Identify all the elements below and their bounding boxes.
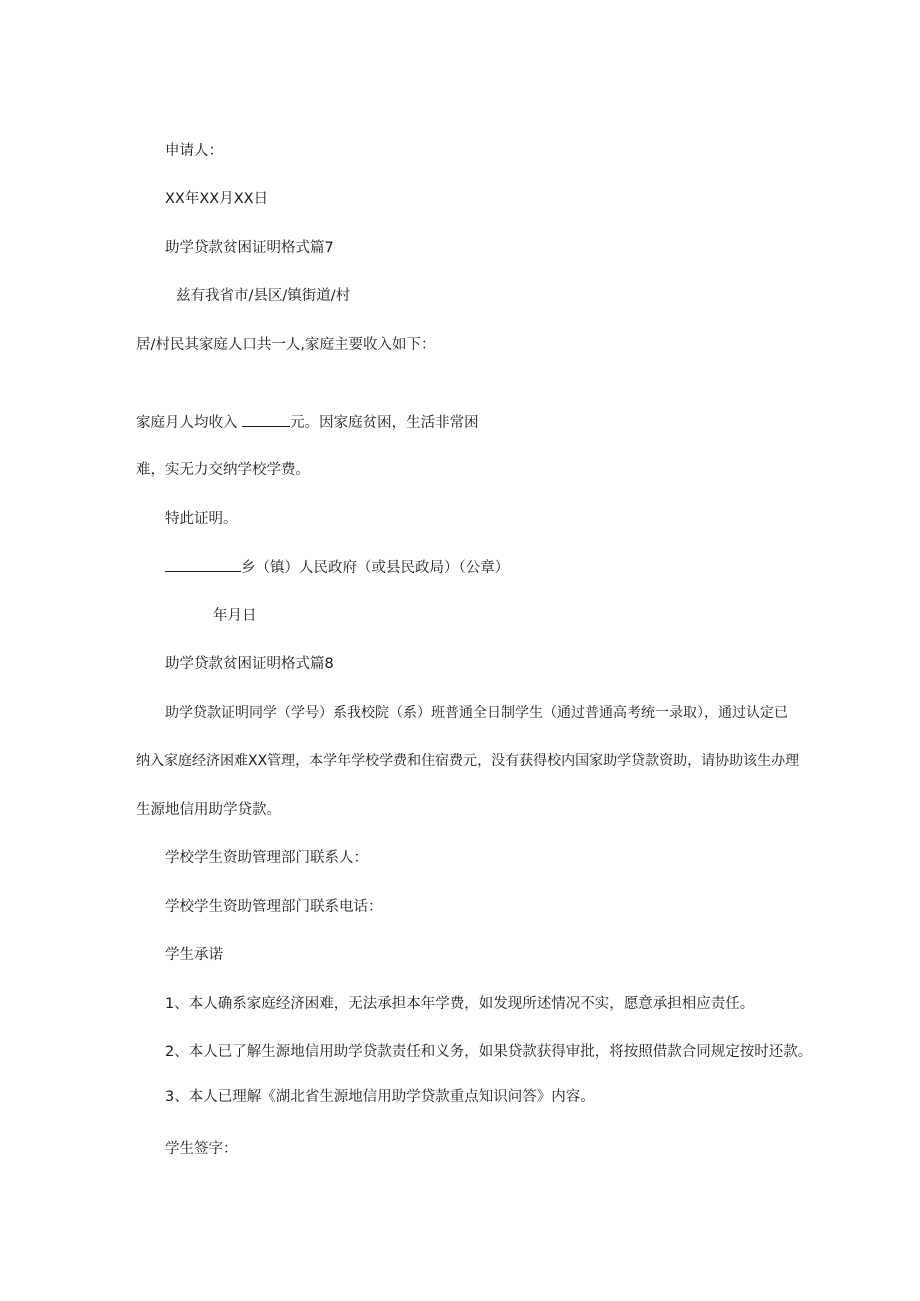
section8-title: 助学贷款贫困证明格式篇8 xyxy=(165,656,334,672)
s7-income-line xyxy=(136,412,479,433)
s7-line1: 兹有我省市/县区/镇街道/村 xyxy=(176,288,351,304)
s8-para1-line3: 生源地信用助学贷款。 xyxy=(136,802,281,818)
s8-promise-1: 1、本人确系家庭经济困难，无法承担本年学费，如发现所述情况不实，愿意承担相应责任。 xyxy=(165,996,755,1012)
s8-para1-line2: 纳入家庭经济困难XX管理，本学年学校学费和住宿费元，没有获得校内国家助学贷款资助，请协助该生办理 xyxy=(136,753,800,769)
township-blank xyxy=(165,557,241,572)
s8-promise-3: 3、本人已理解《湖北省生源地信用助学贷款重点知识问答》内容。 xyxy=(165,1089,595,1105)
s8-para1-line1: 助学贷款证明同学（学号）系我校院（系）班普通全日制学生（通过普通高考统一录取），通过认定已 xyxy=(165,705,788,721)
s7-date: 年月日 xyxy=(213,608,257,624)
s7-gov-line xyxy=(165,557,509,578)
s7-certify: 特此证明。 xyxy=(165,511,238,527)
s7-line4: 难，实无力交纳学校学费。 xyxy=(136,462,310,478)
s8-phone: 学校学生资助管理部门联系电话： xyxy=(165,899,383,915)
s8-signature: 学生签字： xyxy=(165,1141,238,1157)
date-placeholder: XX年XX月XX日 xyxy=(165,191,269,207)
s7-gov-suffix: 乡（镇）人民政府（或县民政局）（公章） xyxy=(241,560,510,576)
s8-promise-title: 学生承诺 xyxy=(165,947,223,963)
income-blank xyxy=(242,412,290,427)
s7-income-prefix: 家庭月人均收入 xyxy=(136,415,238,431)
s8-promise-2: 2、本人已了解生源地信用助学贷款责任和义务，如果贷款获得审批，将按照借款合同规定按时还款。 xyxy=(165,1044,813,1060)
s7-line2: 居/村民其家庭人口共一人,家庭主要收入如下： xyxy=(136,337,436,353)
applicant-label: 申请人： xyxy=(165,143,223,159)
s8-contact: 学校学生资助管理部门联系人： xyxy=(165,850,368,866)
section7-title: 助学贷款贫困证明格式篇7 xyxy=(165,240,334,256)
s7-income-suffix: 元。因家庭贫困，生活非常困 xyxy=(290,415,479,431)
